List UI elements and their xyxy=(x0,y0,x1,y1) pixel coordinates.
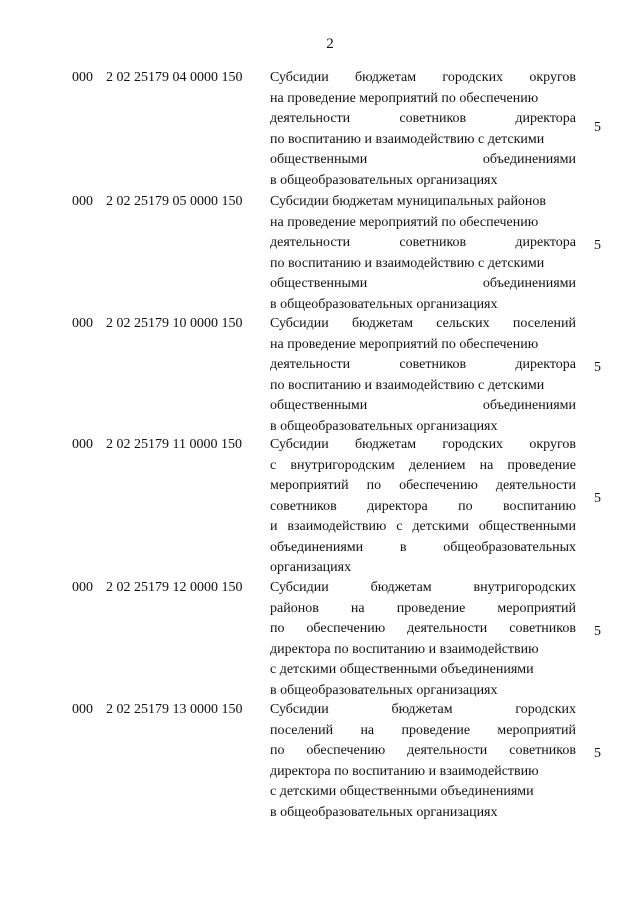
income-name xyxy=(270,314,576,437)
income-name-line: с детскими общественными объединениями xyxy=(270,662,534,677)
income-name-line: Субсидии бюджетам сельских поселений xyxy=(270,316,576,331)
budget-classification-code: 2 02 25179 13 0000 150 xyxy=(106,702,243,717)
income-name-line: по воспитанию и взаимодействию с детскими xyxy=(270,255,545,271)
budget-classification-code: 2 02 25179 12 0000 150 xyxy=(106,580,243,595)
income-name-line: деятельности советников директора xyxy=(270,235,576,250)
norm-value: 5 xyxy=(594,238,601,253)
income-name-line: Субсидии бюджетам городских округов xyxy=(270,437,576,452)
income-name xyxy=(270,192,576,315)
income-name xyxy=(270,435,576,579)
income-name-line: по воспитанию и взаимодействию с детскими xyxy=(270,131,545,147)
income-name-line: районов на проведение мероприятий xyxy=(270,600,576,616)
income-name-line: Субсидии бюджетам внутригородских xyxy=(270,580,576,595)
income-name xyxy=(270,700,576,823)
admin-code: 000 xyxy=(72,70,93,85)
norm-value: 5 xyxy=(594,624,601,639)
page-number: 2 xyxy=(326,36,334,52)
admin-code: 000 xyxy=(72,194,93,209)
budget-classification-code: 2 02 25179 05 0000 150 xyxy=(106,194,243,209)
income-name-line: в общеобразовательных организациях xyxy=(270,682,498,698)
income-name xyxy=(270,578,576,701)
income-name-line: деятельности советников директора xyxy=(270,111,576,126)
income-name-line: по обеспечению деятельности советников xyxy=(270,743,576,758)
income-name-line: объединениями в общеобразовательных xyxy=(270,539,576,555)
income-name-line: в общеобразовательных организациях xyxy=(270,296,498,312)
income-name-line: Субсидии бюджетам городских xyxy=(270,702,576,717)
budget-classification-code: 2 02 25179 10 0000 150 xyxy=(106,316,243,331)
income-name-line: по воспитанию и взаимодействию с детскими xyxy=(270,377,545,393)
income-name-line: общественными объединениями xyxy=(270,398,576,413)
income-name-line: на проведение мероприятий по обеспечению xyxy=(270,214,539,230)
norm-value: 5 xyxy=(594,746,601,761)
budget-classification-code: 2 02 25179 04 0000 150 xyxy=(106,70,243,85)
income-name-line: по обеспечению деятельности советников xyxy=(270,621,576,636)
admin-code: 000 xyxy=(72,702,93,717)
income-name-line: и взаимодействию с детскими общественными xyxy=(270,519,576,534)
admin-code: 000 xyxy=(72,437,93,452)
income-name-line: директора по воспитанию и взаимодействию xyxy=(270,641,539,657)
income-name-line: в общеобразовательных организациях xyxy=(270,418,498,434)
norm-value: 5 xyxy=(594,120,601,135)
income-name-line: деятельности советников директора xyxy=(270,357,576,372)
budget-classification-code: 2 02 25179 11 0000 150 xyxy=(106,437,242,452)
income-name-line: Субсидии бюджетам городских округов xyxy=(270,70,576,85)
admin-code: 000 xyxy=(72,316,93,331)
income-name xyxy=(270,68,576,191)
income-name-line: на проведение мероприятий по обеспечению xyxy=(270,336,539,352)
norm-value: 5 xyxy=(594,360,601,375)
income-name-line: организациях xyxy=(270,560,352,575)
income-name-line: в общеобразовательных организациях xyxy=(270,804,498,820)
admin-code: 000 xyxy=(72,580,93,595)
income-name-line: в общеобразовательных организациях xyxy=(270,172,498,188)
norm-value: 5 xyxy=(594,491,601,506)
income-name-line: Субсидии бюджетам муниципальных районов xyxy=(270,194,547,209)
income-name-line: поселений на проведение мероприятий xyxy=(270,722,576,738)
income-name-line: общественными объединениями xyxy=(270,276,576,291)
income-name-line: с внутригородским делением на проведение xyxy=(270,457,576,473)
income-name-line: с детскими общественными объединениями xyxy=(270,784,534,799)
income-name-line: директора по воспитанию и взаимодействию xyxy=(270,763,539,779)
income-name-line: на проведение мероприятий по обеспечению xyxy=(270,90,539,106)
income-name-line: мероприятий по обеспечению деятельности xyxy=(270,478,576,493)
income-name-line: советников директора по воспитанию xyxy=(270,498,576,514)
income-name-line: общественными объединениями xyxy=(270,152,576,167)
